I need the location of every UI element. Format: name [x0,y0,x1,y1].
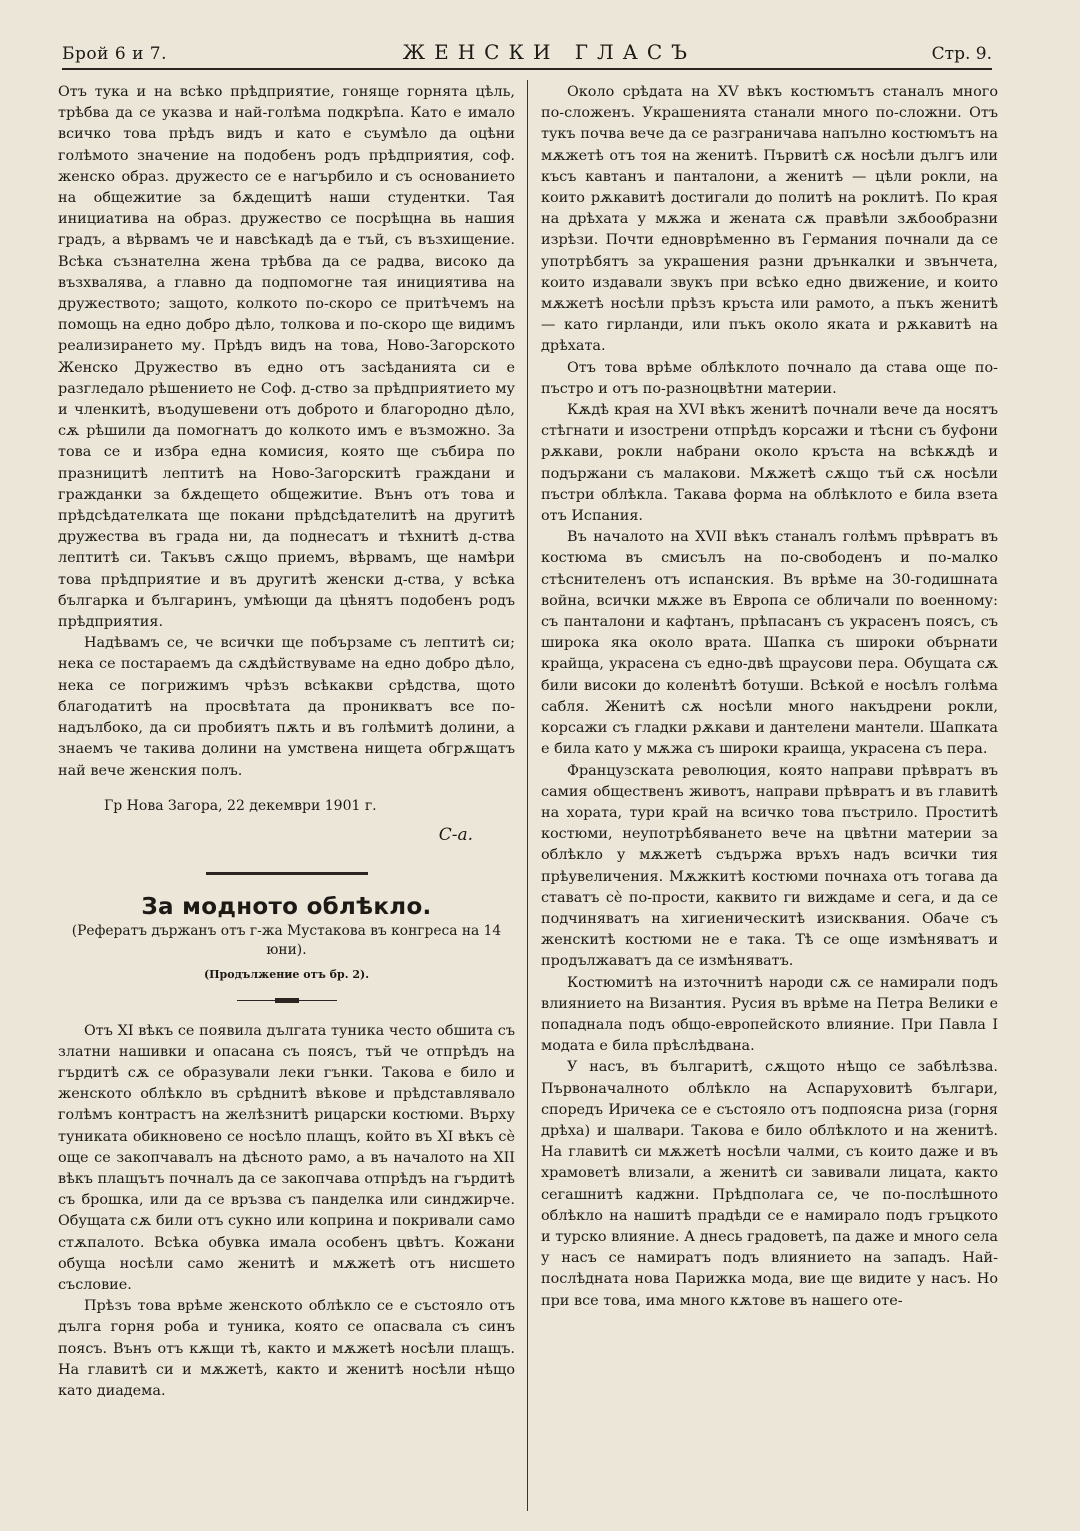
paragraph: Отъ тука и на всѣко прѣдприятие, гонящe горнята цѣль, трѣбва да се указва и най-голѣма подкрѣпа. Като е имало всичко това прѣдъ видъ и като е съумѣло да оцѣни голѣмото значение на подобенъ родъ прѣдприятия, соф. женско образ. дружесто се е нагърбило и съ основанието на общежитие за бѫдещитѣ наши студентки. Тая инициатива на образ. дружество се посрѣщна вь нашия градъ, а вѣрвамъ че и навсѣкадѣ да е тъй, съ възхищение. Всѣка съзнателна жена трѣбва да се радва, високо да възхвалява, а главно да подпомогне тая инициятива на дружеството; защото, колкото по-скоро се притѣчемъ на помощь на едно добро дѣло, толкова и по-скоро ще видимъ реализирането му. Прѣдъ видъ на това, Ново-Загорското Женско Дружество въ едно отъ засѣданията си е разгледало рѣшението не Соф. д-ство за прѣдприятието му и членкитѣ, въодушевени отъ доброто и благородно дѣло, сѫ рѣшили да помогнатъ до колкото имъ е възможно. За това се и избра една комисия, която ще събира по празницитѣ лептитѣ на Ново-Загорскитѣ граждани и гражданки за бѫдещето общежитие. Вънъ отъ това и прѣдсѣдателката ще покани прѣдсѣдателитѣ на другитѣ дружества въ града ни, да поднесатъ и тѣхнитѣ д-ства лептитѣ си. Такъвъ сѫщо приемъ, вѣрвамъ, ще намѣри това прѣдприятие и въ другитѣ женски д-ства, у всѣка българка и българинъ, умѣющи да цѣнятъ подобенъ родъ прѣдприятия. [58,84,515,631]
newspaper-title: ЖЕНСКИ ГЛАСЪ [402,40,697,64]
ornament-divider [237,1000,337,1001]
right-column [541,82,998,1511]
paragraph: Надѣвамъ се, че всички ще побързаме съ лептитѣ си; нека се постараемъ да сѫдѣйствуваме на едно добро дѣло, нека се погрижимъ чрѣзъ всѣкакви срѣдства, щото благодатитѣ на просвѣтата да проникватъ все по-надълбоко, да си пробиятъ пѫть и въ голѣмитѣ долини, а знаемъ че такива долини на умствена нищета обгрѫщатъ най вече женския полъ. [58,635,515,779]
article-subtitle: (Рефератъ държанъ отъ г-жа Мустакова въ конгреса на 14 юни). [71,923,502,959]
paragraph: Костюмитѣ на източнитѣ народи сѫ се намирали подъ влиянието на Византия. Русия въ врѣме на Петра Велики е попаднала подъ общо-европейското влияние. При Павла I модата е била прѣслѣдвана. [541,974,998,1055]
paragraph: У насъ, въ българитѣ, сѫщото нѣщо се забѣлѣзва. Първоначалното облѣкло на Аспаруховитѣ българи, споредъ Иричека се е състояло отъ подпояснa риза (горня дрѣха) и шалвари. Такова е било облѣклото и на женитѣ. На главитѣ си мѫжетѣ носѣли чалми, съ които даже и въ храмоветѣ влизали, а женитѣ си завивали лицата, както сегашнитѣ каджни. Прѣдполага се, че по-послѣшното облѣкло на нашитѣ прадѣди се е намирало подъ гръцкото и турско влияние. А днесь градоветѣ, па даже и много села у насъ се намиратъ подъ влиянието на западъ. Най-послѣдната нова Парижка мода, вие ще видите у насъ. Но при все това, има много кѫтове въ нашего оте- [541,1059,998,1309]
left-column [58,82,515,1511]
paragraph: Кѫдѣ края на XVI вѣкъ женитѣ почнали вече да носятъ стѣгнати и изострени отпрѣдъ корсажи и тѣсни съ буфони рѫкави, рокли набрани около кръста на всѣкѫдѣ и подържани съ малакови. Мѫжетѣ сѫщо тъй сѫ носѣли пъстри облѣкла. Такава форма на облѣклото е била взета отъ Испания. [541,402,998,525]
dateline: Гр Нова Загора, 22 декември 1901 г. [104,797,377,814]
article-title: За модното облѣкло. [141,894,432,921]
page-header [62,30,992,70]
author-signature: С-а. [438,824,473,845]
page-number: Стр. 9. [931,44,992,64]
paragraph: Прѣзъ това врѣме женското облѣкло се е състояло отъ дълга горня роба и туника, която се опасвала съ синъ поясъ. Вънъ отъ кѫщи тѣ, както и мѫжетѣ носѣли плащъ. На главитѣ си и мѫжетѣ, както и женитѣ носѣли нѣщо като диадема. [58,1298,515,1399]
continuation-note: (Продължение отъ бр. 2). [203,968,370,982]
paragraph: Отъ това врѣме облѣклото почнало да става още по-пъстро и отъ по-разноцвѣтни материи. [541,359,998,397]
paragraph: Въ началото на XVII вѣкъ станалъ голѣмъ прѣвратъ въ костюма въ смисълъ на по-свободенъ и по-малко стѣснителенъ отъ испанския. Въ врѣме на 30-годишната война, всички мѫже въ Европа се обличали по военному: съ панталони и кафтанъ, прѣпасанъ съ украсенъ поясъ, съ широка яка около врата. Шапка съ широки обърнати крайща, украсена съ едно-двѣ щраусови пера. Обущата сѫ били високи до коленѣтѣ ботуши. Всѣкой е носѣлъ голѣма сабля. Женитѣ сѫ носѣли много накъдрени рокли, корсажи съ гладки рѫкави и дантелени мантели. Шапката е била като у мѫжа съ широки краища, украсена съ пера. [541,529,998,758]
column-divider [527,80,528,1511]
paragraph: Около срѣдата на XV вѣкъ костюмътъ станалъ много по-сложенъ. Украшенията станали много по-сложни. Отъ тукъ почва вече да се разграничава напълно костюмътъ на мѫжетѣ отъ тоя на женитѣ. Първитѣ сѫ носѣли дългъ или късъ кавтанъ и панталони, а женитѣ — цѣли рокли, на които рѫкавитѣ достигали до политѣ на роклитѣ. По края на дрѣхата у мѫжа и жената сѫ правѣли зѫбообразни изрѣзи. Почти едноврѣменно въ Германия почнали да се употрѣбятъ за украшения разни дрънкалки и звънчета, които издавали звукъ при всѣко едно движение, и които мѫжетѣ носѣли прѣзъ кръста или рамото, а пъкъ женитѣ — като гирланди, или пъкъ около яката и рѫкавитѣ на дрѣхата. [541,84,998,355]
paragraph: Отъ XI вѣкъ се появила дългата туника често обшита съ златни нашивки и опасана съ поясъ, тъй че отпрѣдъ на гърдитѣ сѫ се образували леки гънки. Такова е било и женското облѣкло въ срѣднитѣ вѣкове и прѣдставлявало голѣмъ контрастъ на желѣзнитѣ рицарски костюми. Върху туниката обикновено се носѣло плащъ, който въ XI вѣкъ сѐ още се закопчавалъ на дѣсното рамо, а въ началото на XII вѣкъ плащътъ почналъ да се закопчава отпрѣдъ на гърдитѣ съ брошка, или да се връзва съ панделка или синджирче. Обущата сѫ били отъ сукно или коприна и покривали само стѫпалото. Всѣка обувка имала особенъ цвѣтъ. Кожани обуща носѣли само женитѣ и мѫжетѣ отъ нисшето съсловие. [58,1022,515,1293]
paragraph: Французската революция, която направи прѣвратъ въ самия общественъ животъ, направи прѣвратъ и въ главитѣ на хората, тури край на всичко това пъстрило. Проститѣ костюми, неупотрѣбяването вече на цвѣтни материи за облѣкло у мѫжетѣ съдържа връхъ надъ всички тия прѣувеличения. Мѫжкитѣ костюми почнаха отъ тогава да ставатъ сѐ по-прости, каквито ги виждаме и сега, и да се подчиняватъ на хигиеническитѣ изисквания. Обаче съ женскитѣ костюми не е така. Тѣ се още измѣняватъ и продължаватъ да се измѣняватъ. [541,762,998,970]
issue-number: Брой 6 и 7. [62,44,168,64]
section-divider [206,872,368,875]
